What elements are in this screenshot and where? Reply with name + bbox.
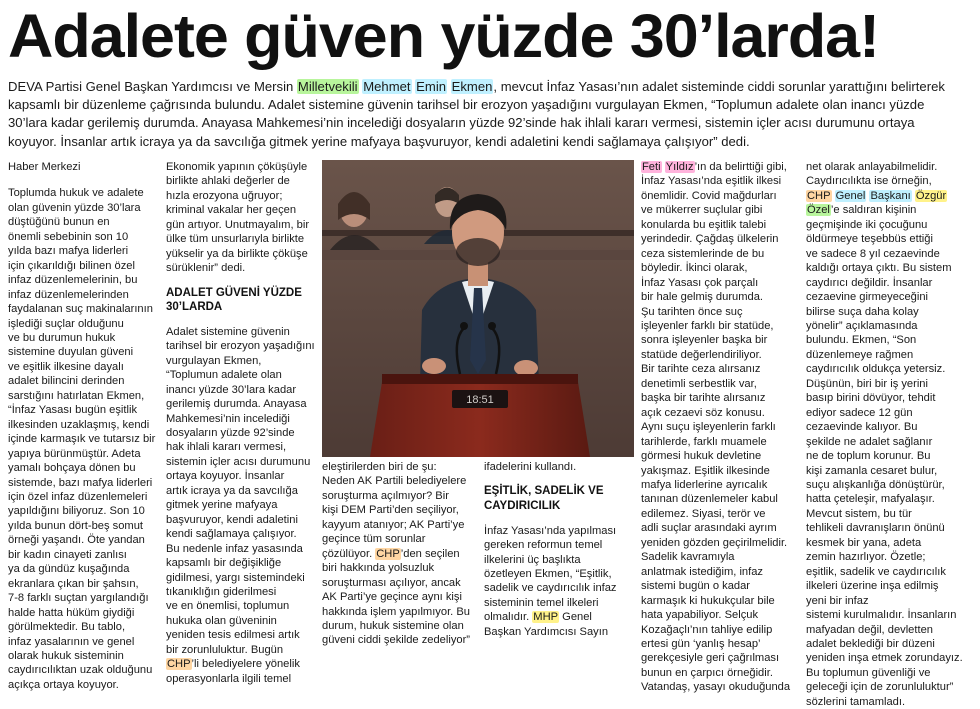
column-3-body-a (322, 460, 472, 547)
column-5 (641, 160, 791, 694)
column-6 (806, 160, 963, 708)
text-line: geleceği için de zorunluluktur” (806, 681, 954, 694)
highlight-ekmen: Ekmen (451, 79, 493, 94)
text-line: statüde değerlendiriliyor. (641, 348, 762, 361)
text-line: Kozağaçlı’nın tahliye edilip (641, 623, 773, 636)
text-line: hakkında işlem yapılmıyor. Bu (322, 605, 470, 618)
text-line: için özel infaz düzenlemeleri (8, 490, 148, 503)
text-line: gerilemiş durumda. Anayasa (166, 398, 307, 411)
text-line: hızla erozyona uğruyor; (166, 189, 283, 202)
text-line: ortaya koyuyor. İnsanlar (166, 470, 285, 483)
text-line: yeniden gözden geçirilmelidir. (641, 536, 788, 549)
text-line: net olarak anlayabilmelidir. (806, 161, 938, 173)
highlight-yildiz: Yıldız (665, 161, 694, 173)
text-line: yönelir” açıklamasında (806, 319, 918, 332)
text-line: kişi zamanla cesaret bulur, (806, 464, 938, 477)
text-line: ve sadece 8 yıl cezaevinde (806, 247, 940, 260)
text-line: Şu tarihten önce suç (641, 305, 743, 318)
text-line: hak ihlali kararı vermesi, (166, 441, 287, 454)
text-line: suçu alışkanlığa dönüştürür, (806, 478, 945, 491)
text-line: Mevcut sistem, bu tür (806, 507, 912, 520)
text-line: yeniden inşa etmek zorundayız. (806, 652, 963, 665)
text-line: bunun en çarpıcı örneğidir. (641, 666, 773, 679)
text-line: geçmişinde iki çocuğunu (806, 218, 928, 231)
text-line: kendi sağlamaya çalışıyor. (166, 528, 297, 541)
text-line: kayyum atanıyor; AK Parti’ye (322, 518, 465, 531)
column-5-body (641, 174, 791, 694)
text-line: ifadelerini kullandı. (484, 461, 577, 473)
text-line: ve mükerrer suçlular gibi (641, 204, 763, 217)
text-line: ertesi gün ‘yanlış hesap’ (641, 637, 761, 650)
text-line: bilirse suça daha kolay (806, 305, 919, 318)
highlight-mhp: MHP (533, 611, 559, 624)
text-line: ne de toplum korunur. Bu (806, 450, 931, 463)
text-line: inancı yüzde 30’lara kadar (166, 383, 297, 396)
text-line: infaz düzenlemelerinin, bu (8, 274, 138, 287)
text-line: zemin hazırlıyor. Özetle; (806, 551, 926, 564)
text-line: Caydırıcılıkta ise örneğin, (806, 175, 932, 188)
highlight-chp: CHP (376, 547, 400, 560)
text-line: çözülüyor. CHP’den seçilen (322, 547, 460, 560)
column-2-body-a (166, 160, 316, 276)
text-line: Sadelik kavramıyla (641, 551, 735, 564)
text-line: ilkeleri üzerine inşa edilmiş (806, 580, 939, 593)
text-line: Ekonomik yapının çöküşüyle (166, 161, 308, 173)
text-line: sistemi kurulmalıdır. İnsanların (806, 609, 957, 622)
text-line: soruşturma açılmıyor? Bir (322, 489, 449, 502)
text-line: mafyadan değil, devletten (806, 623, 933, 636)
text-line: Özel’e saldıran kişinin (807, 204, 917, 217)
highlight-genel: Genel (835, 189, 866, 202)
text-line: ediyor sadece 12 gün (806, 406, 913, 419)
text-line: ve en önemlisi, toplumun (166, 600, 290, 613)
text-line: cezaevinde kalıyor. Bu (806, 421, 918, 434)
article-photo (322, 160, 634, 457)
text-line: 7-8 farklı suçtan yargılandığı (8, 592, 149, 605)
text-line: AK Parti’ye geçince aynı kişi (322, 591, 462, 604)
text-line: “İnfaz Yasası bugün eşitlik (8, 404, 138, 417)
text-line: Adalet sistemine güvenin (166, 325, 290, 338)
text-line: sözlerini tamamladı. (806, 695, 906, 708)
text-line: anlatmak istediğim, infaz (641, 565, 763, 578)
text-line: ilkelerini üç başlıkta (484, 553, 581, 566)
desk-sign-text: 18:51 (466, 394, 494, 406)
text-line: Mahkemesi’nin incelediği (166, 412, 290, 425)
highlight-milletvekili: Milletvekili (297, 79, 358, 94)
text-line: işleyenler farklı bir statüde, (641, 319, 774, 332)
subheading-esitlik: EŞİTLİK, SADELİK VE CAYDIRICILIK (484, 485, 604, 513)
text-line: açıkça ortaya koyuyor. (8, 678, 119, 691)
text-line: yılda bunun dört-beş somut (8, 519, 144, 532)
text-line: gerekçesiyle geri çağrılması (641, 652, 780, 665)
text-line: olarak hukuk sisteminin (8, 649, 124, 662)
text-line: yılda bazı mafya liderleri (8, 245, 129, 258)
text-line: için çıkarıldığı bilinen özel (8, 259, 135, 272)
text-line: hatta çeteleşir, mafyalaşır. (806, 493, 935, 506)
text-line: İnfaz Yasası çok parçalı (641, 276, 759, 289)
column-6-body-b (806, 218, 963, 709)
text-line: “Toplumun adalete olan (166, 369, 282, 382)
text-line: gün artıyor. Unutmayalım, bir (166, 218, 310, 231)
byline: Haber Merkezi (8, 161, 81, 173)
text-line: ülke tüm unsurlarıyla birlikte (166, 233, 305, 246)
text-line: adalet bilincini derinden (8, 375, 125, 388)
highlight-baskani: Başkanı (870, 189, 911, 202)
subheading-adalet-guveni: ADALET GÜVENİ YÜZDE 30’LARDA (166, 286, 302, 314)
text-line: caydırıcı değildir. İnsanlar (806, 276, 933, 289)
text-line: bulundu. Ekmen, “Son (806, 334, 917, 347)
highlight-chp: CHP (807, 189, 831, 202)
text-line: yükselir ya da birlikte çöküşe (166, 247, 308, 260)
text-line: İnfaz Yasası’nda yapılması (484, 524, 617, 537)
text-line (806, 189, 958, 203)
column-4-body (484, 524, 630, 611)
text-line: önemli sebebinin son 10 (8, 230, 129, 243)
text-line: operasyonlarla ilgili temel (166, 672, 292, 685)
text-line: soruşturması açılıyor, ancak (322, 576, 461, 589)
text-line: görmesi hukuk devletine (641, 450, 762, 463)
text-line: yapıldığını biliyoruz. Son 10 (8, 505, 145, 518)
text-line: mafya liderlerine ayrıcalık (641, 478, 768, 491)
column-1 (8, 160, 158, 691)
text-line: yapıya bürünmüştür. Adeta (8, 447, 141, 460)
column-2 (166, 160, 316, 685)
text-line: işlediği suçlar olduğunu (8, 317, 124, 330)
text-line: sonra işleyenler başka bir (641, 334, 768, 347)
text-line: artık icraya ya da savcılığa (166, 484, 298, 497)
text-line: infaz düzenlemelerinden (8, 288, 129, 301)
column-4 (484, 460, 630, 638)
text-line: tarihsel bir erozyon yaşadığını (166, 340, 315, 353)
text-line: tarihlerde, farklı muamele (641, 435, 767, 448)
text-line: cezaevine girmeyeceğini (806, 291, 928, 304)
text-line: hata yapabiliyor. Selçuk (641, 609, 759, 622)
column-6-body-a (806, 160, 958, 189)
text-line: yamalı bohçaya dönen bu (8, 462, 136, 475)
text-line: basıp birini dövüyor, tehdit (806, 392, 936, 405)
text-line: biri hakkında yolsuzluk (322, 562, 435, 575)
text-line: Toplumda hukuk ve adalete (8, 187, 144, 200)
text-line: sadelik ve caydırıcılık infaz (484, 582, 617, 595)
text-line: ilkesinden uzaklaşmış, kendi (8, 418, 150, 431)
text-line: sürüklenir” dedi. (166, 262, 246, 275)
text-line: bir zorunluluktur. Bugün (166, 643, 284, 656)
text-line: yakışmaz. Eşitlik ilkesinde (641, 464, 770, 477)
text-line: adli suçlar arasındaki ayrım (641, 522, 777, 535)
text-line: kesmek bir yana, adeta (806, 536, 922, 549)
text-line: dosyaların yüzde 92’sinde (166, 426, 295, 439)
text-line: halde hatta hüküm giydiği (8, 606, 135, 619)
text-line: düştüğünü bunun en (8, 216, 110, 229)
lead-paragraph: DEVA Partisi Genel Başkan Yardımcısı ve Mersin Milletvekili Mehmet Emin Ekmen, mevcut İnfaz Yasası’nın adalet sisteminde ciddi sorunlar yarattığını belirterek kapsamlı bir düzenleme çağrısında bulundu. Adalet sistemine güvenin tarihsel bir erozyon yaşadığını vurgulayan Ekmen, “Toplumun adalete olan inancı yüzde 30’lara kadar gerilemiş durumda. Anayasa Mahkemesi’nin incelediği dosyaların yüzde 92’sinde hak ihlali kararı vermesi, sistemin içler acısı durumunu ortaya koyuyor. İnsanlar artık icraya ya da savcılığa gitmek yerine mafyaya başvuruyor, kendi adaletini kendi sağlamaya çalışıyor” dedi. (8, 79, 945, 149)
text-line: gidilmesi, yargı sistemindeki (166, 571, 305, 584)
text-line: Bir tarihte ceza alırsanız (641, 363, 761, 376)
text-line: Düşünün, biri bir iş yerini (806, 377, 928, 390)
text-line: öldürmeye teşebbüs ettiği (806, 233, 933, 246)
headline: Adalete güven yüzde 30’larda! (8, 2, 879, 70)
text-line: Neden AK Partili belediyelere (322, 475, 467, 488)
text-line: infaz yasalarının ve genel (8, 635, 135, 648)
text-line: faydalanan suç makinalarının (8, 303, 153, 316)
text-line: sistemde, bazı mafya liderleri (8, 476, 153, 489)
text-line: Başkan Yardımcısı Sayın (484, 625, 609, 638)
text-line: konularda bu eşitlik talebi (641, 218, 767, 231)
text-line: yeni bir infaz (806, 594, 869, 607)
text-line: caydırıcılıktan uzak olduğunu (8, 664, 153, 677)
text-line: sarstığını hatırlatan Ekmen, (8, 389, 145, 402)
text-line: açık cezaevi söz konusu. (641, 406, 765, 419)
text-line: sistemin içler acısı durumunu (166, 455, 311, 468)
text-line: edilemez. Siyasi, terör ve (641, 507, 766, 520)
text-line: ya da gündüz kuşağında (8, 563, 130, 576)
text-line: ve bu durumun hukuk (8, 331, 116, 344)
text-line: gitmek yerine mafyaya (166, 499, 278, 512)
text-line: görülmektedir. Bu tablo, (8, 621, 126, 634)
highlight-mehmet: Mehmet (363, 79, 411, 94)
text-line: Vatandaş, yasayı okuduğunda (641, 681, 791, 694)
text-line: sistemine duyulan güveni (8, 346, 134, 359)
text-line: önemlidir. Covid mağdurları (641, 189, 777, 202)
text-line: kaldığı ortaya çıktı. Bu sistem (806, 262, 952, 275)
text-line: tıkanıklığın giderilmesi (166, 585, 277, 598)
text-line: birlikte ahlaki değerler de (166, 175, 290, 188)
text-line: tanınan düzenlemeler kabul (641, 493, 778, 506)
text-line: geçince tüm sorunlar (322, 533, 426, 546)
text-line: başvuruyor, kendi adaletini (166, 513, 298, 526)
text-line: ceza sistemlerinde de bu (641, 247, 765, 260)
text-line: hukuka olan güveninin (166, 614, 277, 627)
highlight-ozel: Özel (807, 204, 830, 217)
text-line: Aynı suçu işleyenlerin farklı (641, 421, 776, 434)
column-3 (322, 460, 472, 647)
text-line: içinde karmaşık ve tutarsız bir (8, 433, 156, 446)
text-line: böyledir. İkinci olarak, (641, 262, 748, 275)
text-line: sisteminin temel ilkeleri (484, 596, 599, 609)
text-line: bir hale gelmiş durumda. (641, 291, 763, 304)
text-line: caydırıcılık oldukça yetersiz. (806, 363, 946, 376)
text-line: adalet beklediği bir düzeni (806, 637, 935, 650)
text-line: özetleyen Ekmen, “Eşitlik, (484, 568, 612, 580)
text-line: kişi DEM Parti’den seçiliyor, (322, 504, 459, 517)
text-line: örneği yaşandı. Öte yandan (8, 534, 145, 547)
highlight-emin: Emin (416, 79, 447, 94)
column-1-body (8, 186, 158, 692)
highlight-chp: CHP (167, 658, 191, 671)
highlight-feti: Feti (642, 161, 661, 173)
text-line: vurgulayan Ekmen, (166, 354, 262, 367)
text-line: gereken reformun temel (484, 539, 603, 552)
text-line: yeniden tesis edilmesi artık (166, 629, 300, 642)
text-line: eşitlik, sadelik ve caydırıcılık (806, 565, 946, 578)
text-line: kriminal vakalar her geçen (166, 204, 297, 217)
text-line: başka bir tarihte alırsanız (641, 392, 766, 405)
text-line: eleştirilerden biri de şu: (322, 461, 437, 473)
text-line: olmalıdır. MHP Genel (484, 611, 592, 624)
text-line: sistemi bugün o kadar (641, 580, 750, 593)
text-line: yerindedir. Çağdaş ülkelerin (641, 233, 779, 246)
text-line: şekilde ne adalet sağlanır (806, 435, 933, 448)
text-line: bir kadın cinayeti zanlısı (8, 548, 127, 561)
text-line: denetimli serbestlik var, (641, 377, 757, 390)
text-line: düzenlemeye rağmen (806, 348, 914, 361)
text-line: ekranlara çıkan bir şahsın, (8, 577, 139, 590)
text-line: Feti Yıldız’ın da belirttiği gibi, (642, 161, 787, 173)
text-line: karmaşık ki hukukçular bile (641, 594, 775, 607)
column-3-body-b (322, 561, 472, 648)
text-line: Bu toplumun güvenliği ve (806, 666, 931, 679)
column-2-body-b (166, 325, 316, 657)
text-line: güveni ciddi şekilde zedeliyor” (322, 634, 470, 647)
text-line: tehlikeli davranışların önünü (806, 522, 945, 535)
text-line: kapsamlı bir değişikliğe (166, 557, 282, 570)
highlight-ozgur: Özgür (915, 189, 947, 202)
text-line: durum, hukuk sistemine olan (322, 619, 464, 632)
text-line: olan güvenin yüzde 30’lara (8, 201, 141, 214)
text-line: ve eşitlik ilkesine dayalı (8, 360, 124, 373)
text-line: CHP’li belediyelere yönelik (167, 658, 300, 671)
text-line: Bu nedenle infaz yasasında (166, 542, 303, 555)
text-line: İnfaz Yasası’nda eşitlik ilkesi (641, 175, 782, 188)
